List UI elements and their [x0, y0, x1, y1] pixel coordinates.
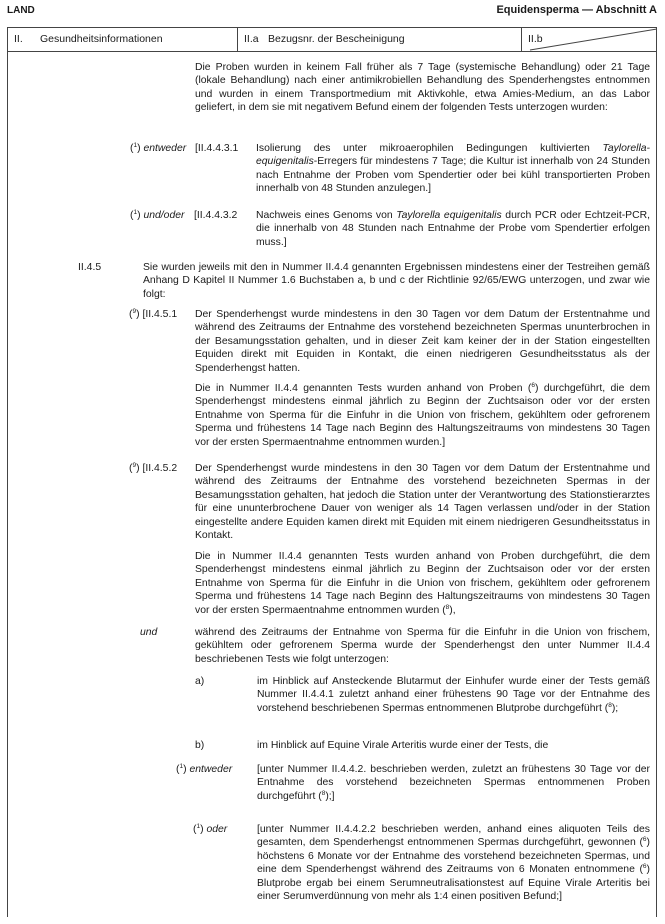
header-number: II.b: [528, 33, 543, 45]
country-label: LAND: [7, 5, 35, 16]
header-cell-reference-number: [237, 28, 522, 51]
item-label: a): [195, 676, 205, 687]
clause-text: [unter Nummer II.4.4.2. beschrieben werden, zuletzt an frühestens 30 Tage vor der Entnahme des vorstehend bezeichneten Spermas entnommenen Proben durchgeführt ($^8$);]: [257, 764, 650, 802]
clause-text: im Hinblick auf Equine Virale Arteritis wurde einer der Tests, die: [257, 740, 549, 751]
option-marker: ($^1$) oder: [193, 823, 228, 835]
footnote-ref: 6: [642, 836, 647, 844]
clause-code: [II.4.4.3.1: [195, 143, 239, 154]
intro-paragraph: Die Proben wurden in keinem Fall früher als 7 Tage (systemische Behandlung) oder 21 Tage (lokale Behandlung) nach einer antimikrobiellen Behandlung des Spenderhengstes entnommen und wurden in einem Transportmedium mit Aktivkohle, etwa Amies-Medium, an das Labor geliefert, in dem sie mit negativem Befund einem der folgenden Tests unterzogen wurden:: [195, 62, 650, 114]
footnote-ref: 9: [132, 308, 137, 315]
option-word: oder: [206, 824, 228, 835]
footnote-ref: 8: [445, 603, 450, 611]
clause-text: Der Spenderhengst wurde mindestens in den 30 Tagen vor dem Datum der Erstentnahme und während des Zeitraums der Entnahme des vorstehend bezeichneten Spermas in der Besamungsstation gehalten, hat jedoch die Station unter der Verantwortung des Stationstierarztes für eine ununterbrochene Dauer von weniger als 14 Tagen verlassen und/oder in der Station eingestellte andere Equiden kamen direkt mit Equiden mit einem niedrigeren Gesundheitsstatus in Kontakt.: [195, 463, 650, 542]
page-header: [7, 4, 657, 18]
clause-text: Der Spenderhengst wurde mindestens in den 30 Tagen vor dem Datum der Erstentnahme und während des Zeitraums der Entnahme des vorstehend bezeichneten Spermas ununterbrochen in der Besamungsstation gehalten, und in dieser Zeit kam keiner der in der Station eingestellten Equiden direkt mit Equiden in Kontakt, die einen niedrigeren Gesundheitsstatus als der Spenderhengst hatten.: [195, 309, 650, 374]
header-label: Gesundheitsinformationen: [40, 33, 163, 45]
option-word: entweder: [143, 143, 187, 154]
clause-code: II.4.5: [78, 262, 102, 273]
footnote-ref: 9: [132, 462, 137, 469]
footnote-ref: 1: [196, 823, 201, 830]
clause-text: Isolierung des unter mikroaerophilen Bedingungen kultivierten Taylorella-equigenitalis-Erregers für mindestens 7 Tage; die Kultur ist innerhalb von 24 Stunden nach Entnahme der Proben vom Spendertier oder bei kühl transportierten Proben innerhalb von 48 Stunden anzulegen.]: [256, 143, 650, 195]
clause-text: Sie wurden jeweils mit den in Nummer II.4.4 genannten Ergebnissen mindestens einer der Testreihen gemäß Anhang D Kapitel II Nummer 1.6 Buchstaben a, b und c der Richtlinie 92/65/EWG unterzogen, und zwar wie folgt:: [143, 262, 650, 300]
option-word: entweder: [189, 764, 233, 775]
clause-text: [unter Nummer II.4.4.2.2 beschrieben werden, anhand eines aliquoten Teils des gesamten, dem Spenderhengst entnommenen Spermas durchgeführt, gewonnen ($^6$) höchstens 6 Monate vor der Entnahme des vorstehend bezeichneten Spermas, und eine dem Spenderhengst während des Zeitraums von 6 Monaten entnommene ($^6$) Blutprobe ergab bei einem Serumneutralisationstest auf Equine Virale Arteritis bei einer Serumverdünnung von mehr als 1:4 einen positiven Befund;]: [257, 824, 650, 903]
header-label: Bezugsnr. der Bescheinigung: [268, 33, 405, 45]
clause-code: [II.4.5.2: [142, 463, 178, 474]
footnote-ref: 6: [531, 382, 535, 389]
clause-text: während des Zeitraums der Entnahme von Sperma für die Einfuhr in die Union von frischem, gekühltem oder gefrorenem Sperma wurde der Spenderhengst den unter Nummer II.4.4 beschriebenen Tests wie folgt unterzogen:: [195, 627, 650, 665]
option-marker: ($^9$) [II.4.5.2: [129, 462, 178, 474]
option-marker: ($^1$) entweder: [176, 763, 233, 775]
connector-word: und: [140, 627, 158, 638]
option-marker: ($^1$) und/oder: [130, 209, 185, 221]
clause-text: Die in Nummer II.4.4 genannten Tests wurden anhand von Proben durchgeführt, die dem Spenderhengst mindestens einmal jährlich zu Beginn der Zuchtsaison oder vor der ersten Entnahme von Sperma für die Einfuhr in die Union von frischem, gekühltem oder gefrorenem Sperma und frühestens 14 Tage nach Beginn des Haltungszeitraums von mindestens 30 Tagen vor der ersten Spermaentnahme entnommen wurden ($^8$),: [195, 551, 650, 616]
header-number: II.: [14, 33, 23, 45]
clause-text: im Hinblick auf Ansteckende Blutarmut der Einhufer wurde einer der Tests gemäß Nummer II.4.4.1 zuletzt anhand einer frühestens 90 Tage vor der Entnahme des vorstehend beschriebenen Spermas entnommenen Blutprobe durchgeführt ($^8$);: [257, 676, 650, 714]
footnote-ref: 1: [179, 763, 184, 770]
form-header-row: [7, 27, 657, 52]
footnote-ref: 8: [321, 789, 326, 797]
header-number: II.a: [244, 33, 259, 45]
footnote-ref: 8: [608, 701, 612, 709]
clause-text: Die in Nummer II.4.4 genannten Tests wurden anhand von Proben ($^6$) durchgeführt, die dem Spenderhengst mindestens einmal jährlich zu Beginn der Zuchtsaison oder vor der ersten Entnahme von Sperma für die Einfuhr in die Union von frischem, gekühltem oder gefrorenem Sperma und frühestens 14 Tage nach Beginn des Haltungszeitraums von mindestens 30 Tagen vor der ersten Spermaentnahme entnommen wurden.]: [195, 382, 650, 448]
option-marker: ($^9$) [II.4.5.1: [129, 308, 178, 320]
clause-text: Nachweis eines Genoms von Taylorella equigenitalis durch PCR oder Echtzeit-PCR, die innerhalb von 48 Stunden nach Entnahme der Probe vom Spendertier erfolgen muss.]: [256, 210, 651, 248]
section-title: Equidensperma — Abschnitt A: [496, 4, 657, 16]
footnote-ref: 1: [133, 209, 138, 216]
footnote-ref: 1: [133, 142, 138, 149]
option-marker: ($^1$) entweder: [130, 142, 187, 154]
diagonal-strike-line: [522, 28, 657, 51]
header-cell-health-info: [8, 28, 237, 51]
header-cell-iib: [521, 28, 657, 51]
clause-code: [II.4.5.1: [142, 309, 178, 320]
option-word: und/oder: [143, 210, 185, 221]
item-label: b): [195, 740, 205, 751]
clause-code: [II.4.4.3.2: [194, 210, 238, 221]
footnote-ref: 6: [642, 863, 647, 871]
